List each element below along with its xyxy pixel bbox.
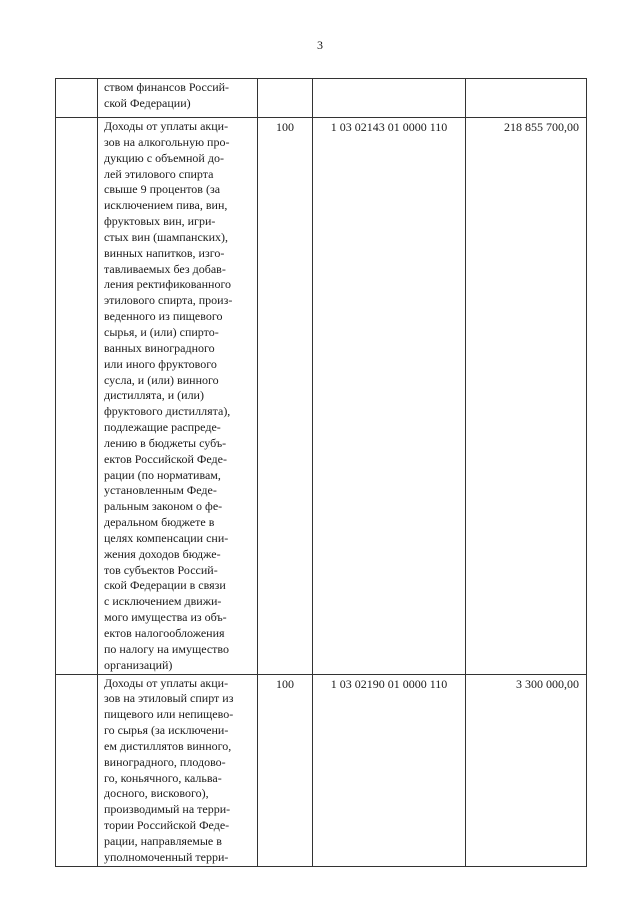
kbk-code bbox=[313, 79, 465, 81]
row-index-cell bbox=[56, 79, 98, 118]
description-cell bbox=[98, 118, 258, 675]
admin-code-cell bbox=[258, 118, 313, 675]
admin-code-cell bbox=[258, 674, 313, 866]
table-row bbox=[56, 674, 587, 866]
kbk-cell bbox=[313, 118, 466, 675]
kbk-cell bbox=[313, 79, 466, 118]
revenue-description: ством финансов Россий- ской Федерации) bbox=[104, 80, 230, 110]
kbk-code: 1 03 02190 01 0000 110 bbox=[330, 676, 448, 691]
table-row bbox=[56, 79, 587, 118]
amount-cell bbox=[466, 79, 587, 118]
description-cell bbox=[98, 674, 258, 866]
kbk-code: 1 03 02143 01 0000 110 bbox=[330, 120, 448, 134]
revenue-table bbox=[55, 78, 587, 867]
admin-code bbox=[258, 79, 312, 81]
admin-code: 100 bbox=[276, 676, 294, 691]
admin-code: 100 bbox=[276, 120, 294, 134]
revenue-description: Доходы от уплаты акци- зов на алкогольную про- дукцию с объемной до- лей этилового спирта свыше 9 процентов (за исключением пива, вин, фруктовых вин, игри- стых вин (шампанских), винных напитков, изго- тавливаемых без добав- ления ректификованного этилового спирта, произ- веденного из пищевого сырья, и (или) спирто- ванных виноградного или иного фруктового сусла, и (или) винного дистиллята, и (или) фруктового дистиллята), подлежащие распреде- лению в бюджеты субъ- ектов Российской Феде- рации (по нормативам, установленным Феде- ральным законом о фе- деральном бюджете в целях компенсации сни- жения доходов бюдже- тов субъектов Россий- ской Федерации в связи с исключением движи- мого имущества из объ- ектов налогообложения по налогу на имущество организаций) bbox=[104, 119, 233, 672]
amount-value: 218 855 700,00 bbox=[504, 120, 579, 134]
description-cell bbox=[98, 79, 258, 118]
table-row bbox=[56, 118, 587, 675]
amount-value: 3 300 000,00 bbox=[516, 676, 579, 691]
amount-value bbox=[466, 79, 586, 81]
page-number: 3 bbox=[317, 38, 323, 52]
amount-cell bbox=[466, 118, 587, 675]
row-index-cell bbox=[56, 118, 98, 675]
admin-code-cell bbox=[258, 79, 313, 118]
row-index-cell bbox=[56, 674, 98, 866]
kbk-cell bbox=[313, 674, 466, 866]
revenue-description: Доходы от уплаты акци- зов на этиловый спирт из пищевого или непищево- го сырья (за исключени- ем дистиллятов винного, виноградного, плодово- го, коньячного, кальва- досного, вискового), производимый на терри- тории Российской Феде- рации, направляемые в уполномоченный терри- bbox=[104, 675, 234, 864]
amount-cell bbox=[466, 674, 587, 866]
